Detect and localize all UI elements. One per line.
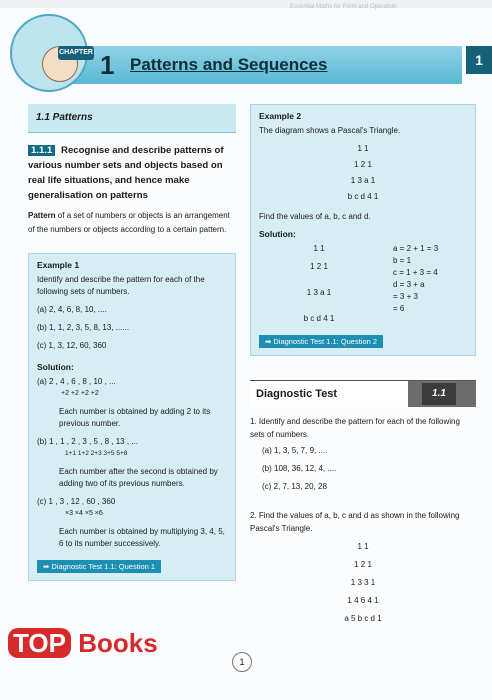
objective-code: 1.1.1 [28, 145, 55, 156]
solution-a-sequence: (a) 2 , 4 , 6 , 8 , 10 , ... [37, 377, 116, 386]
solution-row-1: 1 1 [313, 244, 325, 253]
example-1-box [28, 253, 236, 581]
solution-row-2: 1 2 1 [310, 262, 328, 271]
chapter-number: 1 [100, 50, 115, 80]
page-number: 1 [232, 652, 252, 672]
example-2-intro: The diagram shows a Pascal's Triangle. [259, 126, 401, 135]
solution-b-steps: 1+1 1+2 2+3 3+5 5+8 [65, 450, 128, 457]
solution-c-steps: ×3 ×4 ×5 ×6 [65, 510, 103, 517]
diagnostic-tag: 1.1 [422, 383, 456, 405]
example-1-intro: Identify and describe the pattern for each of the following sets of numbers. [37, 275, 205, 296]
example-1-item-a: (a) 2, 4, 6, 8, 10, .... [37, 305, 107, 314]
example-1-title: Example 1 [37, 260, 80, 270]
chapter-label: CHAPTER [58, 46, 94, 60]
example-1-item-c: (c) 1, 3, 12, 60, 360 [37, 341, 107, 350]
diagnostic-link-q2[interactable]: ➡ Diagnostic Test 1.1: Question 2 [259, 335, 383, 348]
definition-term: Pattern [28, 211, 56, 220]
pascal-row-3: 1 3 a 1 [350, 176, 376, 185]
example-2-solution [259, 243, 467, 325]
example-1-item-b: (b) 1, 1, 2, 3, 5, 8, 13, ...... [37, 323, 130, 332]
solution-c-sequence: (c) 1 , 3 , 12 , 60 , 360 [37, 497, 116, 506]
topbooks-logo [8, 628, 158, 659]
equation-d-step: = 3 + 3 [393, 292, 418, 301]
top-strip [0, 0, 492, 8]
diagnostic-question-2: 2. Find the values of a, b, c and d as shown in the following Pascal's Triangle. [250, 511, 460, 533]
definition-text: of a set of numbers or objects is an arrangement of the numbers or objects according to a certain pattern. [28, 211, 230, 234]
q1-item-c: (c) 2, 7, 13, 20, 28 [262, 482, 327, 491]
diagnostic-question-1: 1. Identify and describe the pattern for each of the following sets of numbers. [250, 417, 460, 439]
brand-top: TOP [8, 628, 71, 658]
objective-text: Recognise and describe patterns of various number sets and objects based on real life situations, and hence make generalisation on patterns [28, 145, 224, 201]
example-2-question: Find the values of a, b, c and d. [259, 212, 371, 221]
chapter-title: Patterns and Sequences [130, 55, 328, 74]
example-2-solution-title: Solution: [259, 229, 296, 239]
solution-equations [379, 243, 438, 325]
q1-item-b: (b) 108, 36, 12, 4, .... [262, 464, 337, 473]
equation-a: a = 2 + 1 = 3 [393, 244, 439, 253]
chapter-side-tab: 1 [466, 46, 492, 74]
right-column [250, 104, 476, 625]
q2-row-5: a 5 b c d 1 [344, 614, 382, 623]
pascal-row-1: 1 1 [357, 144, 369, 153]
q2-row-4: 1 4 6 4 1 [347, 596, 379, 605]
pascal-row-4: b c d 4 1 [347, 192, 379, 201]
pattern-definition [28, 209, 236, 237]
learning-objective [28, 143, 236, 203]
q1-item-a: (a) 1, 3, 5, 7, 9, .... [262, 446, 328, 455]
q2-row-3: 1 3 3 1 [350, 578, 376, 587]
q2-row-2: 1 2 1 [354, 560, 372, 569]
left-column [28, 104, 236, 581]
solution-row-4: b c d 4 1 [303, 314, 335, 323]
solution-a-steps: +2 +2 +2 +2 [61, 390, 99, 397]
faint-header-text: Essential Maths for Form and Operation [290, 4, 397, 10]
equation-d-result: = 6 [393, 304, 405, 313]
equation-b: b = 1 [393, 256, 412, 265]
example-2-box [250, 104, 476, 356]
solution-b-text: Each number after the second is obtained by adding two of its previous numbers. [59, 467, 218, 488]
section-title: 1.1 Patterns [28, 104, 236, 133]
solution-b-sequence: (b) 1 , 1 , 2 , 3 , 5 , 8 , 13 , ... [37, 437, 138, 446]
example-1-solution-title: Solution: [37, 362, 74, 372]
solution-a-text: Each number is obtained by adding 2 to its previous number. [59, 407, 211, 428]
diagnostic-link-q1[interactable]: ➡ Diagnostic Test 1.1: Question 1 [37, 560, 161, 573]
diagnostic-title-text: Diagnostic Test [256, 388, 338, 400]
q2-row-1: 1 1 [357, 542, 369, 551]
diagnostic-title [250, 380, 476, 407]
equation-c: c = 1 + 3 = 4 [393, 268, 438, 277]
pascal-row-2: 1 2 1 [354, 160, 372, 169]
diagnostic-test [250, 380, 476, 625]
example-2-title: Example 2 [259, 111, 302, 121]
solution-row-3: 1 3 a 1 [306, 288, 332, 297]
solution-c-text: Each number is obtained by multiplying 3, 4, 5, 6 to its number successively. [59, 527, 225, 548]
brand-books: Books [78, 628, 158, 658]
equation-d: d = 3 + a [393, 280, 425, 289]
solution-triangle [259, 243, 379, 325]
